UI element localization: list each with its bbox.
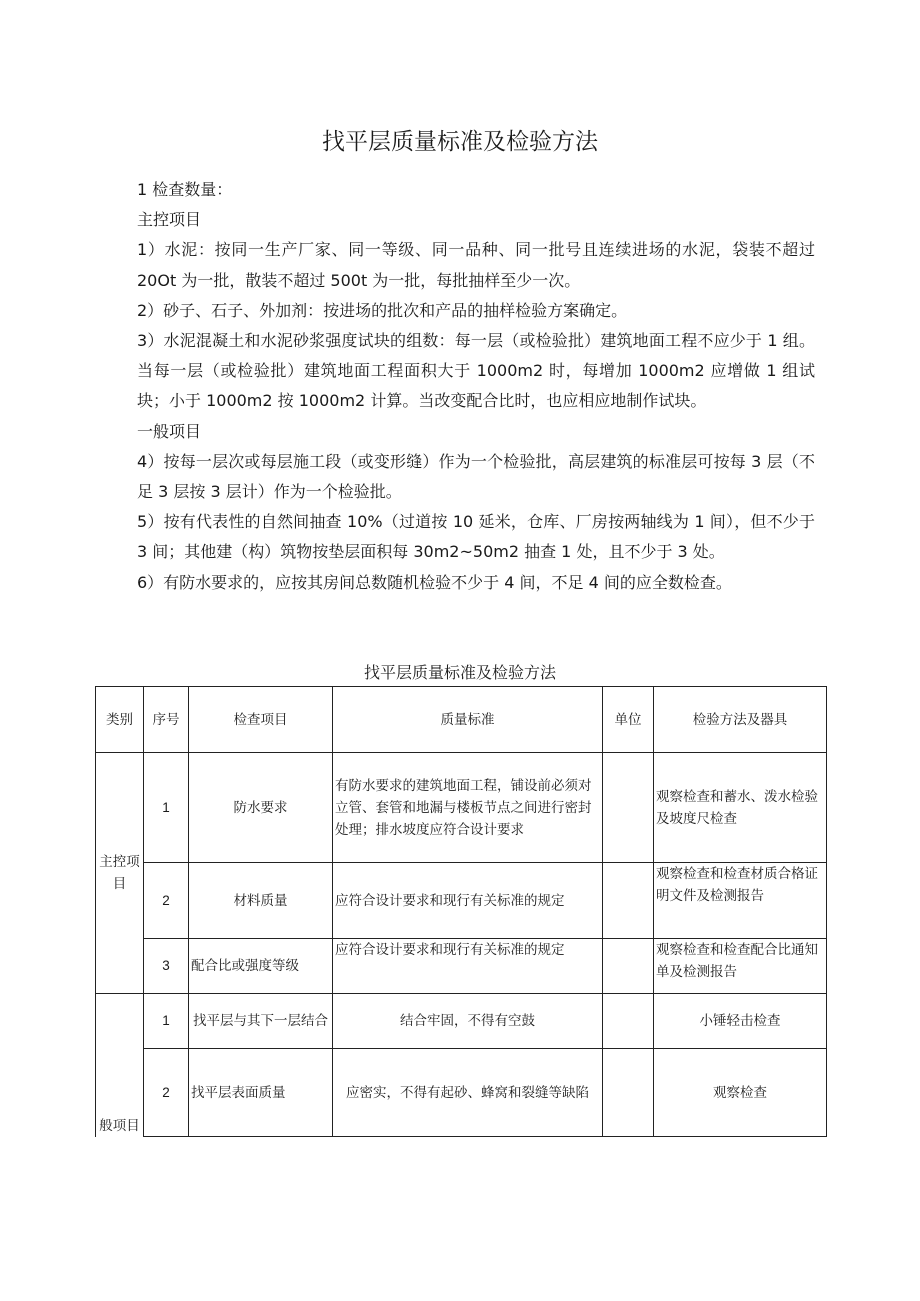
header-standard: 质量标准 — [333, 687, 603, 753]
row-standard: 应密实，不得有起砂、蜂窝和裂缝等缺陷 — [333, 1049, 603, 1137]
table-header-row — [96, 687, 827, 753]
row-no: 3 — [144, 939, 189, 994]
row-item: 找平层表面质量 — [189, 1049, 333, 1137]
row-standard: 应符合设计要求和现行有关标准的规定 — [333, 939, 603, 994]
row-item: 材料质量 — [189, 863, 333, 939]
row-item: 防水要求 — [189, 753, 333, 863]
table-row — [96, 753, 827, 863]
paragraph: 2）砂子、石子、外加剂：按进场的批次和产品的抽样检验方案确定。 — [137, 300, 628, 320]
paragraph: 1 检查数量： — [137, 180, 233, 199]
category-general: 般项目 — [96, 994, 144, 1137]
row-unit — [603, 863, 654, 939]
table-row — [96, 1049, 827, 1137]
row-unit — [603, 994, 654, 1049]
quality-table — [95, 686, 827, 1137]
row-method: 小锤轻击检查 — [654, 994, 827, 1049]
body-text — [137, 175, 815, 598]
table-row — [96, 863, 827, 939]
row-no: 1 — [144, 994, 189, 1049]
row-no: 2 — [144, 1049, 189, 1137]
row-standard: 应符合设计要求和现行有关标准的规定 — [333, 863, 603, 939]
header-category: 类别 — [96, 687, 144, 753]
header-no: 序号 — [144, 687, 189, 753]
row-unit — [603, 1049, 654, 1137]
paragraph: 1）水泥：按同一生产厂家、同一等级、同一品种、同一批号且连续进场的水泥，袋装不超过 20Ot 为一批，散装不超过 500t 为一批，每批抽样至少一次。 — [137, 240, 815, 290]
row-standard: 有防水要求的建筑地面工程，铺设前必须对立管、套管和地漏与楼板节点之间进行密封处理；排水坡度应符合设计要求 — [333, 753, 603, 863]
row-unit — [603, 753, 654, 863]
paragraph: 4）按每一层次或每层施工段（或变形缝）作为一个检验批，高层建筑的标准层可按每 3 层（不足 3 层按 3 层计）作为一个检验批。 — [137, 451, 815, 502]
row-method: 观察检查和蓄水、泼水检验及坡度尺检查 — [654, 753, 827, 863]
table-row — [96, 994, 827, 1049]
row-no: 1 — [144, 753, 189, 863]
row-method: 观察检查 — [654, 1049, 827, 1137]
row-unit — [603, 939, 654, 994]
header-unit: 单位 — [603, 687, 654, 753]
row-item: 找平层与其下一层结合 — [189, 994, 333, 1049]
header-item: 检查项目 — [189, 687, 333, 753]
table-row — [96, 939, 827, 994]
header-method: 检验方法及器具 — [654, 687, 827, 753]
page-title: 找平层质量标准及检验方法 — [322, 129, 598, 155]
row-item: 配合比或强度等级 — [189, 939, 333, 994]
row-method: 观察检查和检查材质合格证明文件及检测报告 — [654, 863, 827, 939]
paragraph: 3）水泥混凝土和水泥砂浆强度试块的组数：每一层（或检验批）建筑地面工程不应少于 1 组。当每一层（或检验批）建筑地面工程面积大于 1000m2 时，每增加 1000m2 应增做 1 组试块；小于 1000m2 按 1000m2 计算。当改变配合比时，也应相应地制作试块。 — [137, 331, 815, 411]
paragraph: 主控项目 — [137, 210, 202, 230]
row-standard: 结合牢固，不得有空鼓 — [333, 994, 603, 1049]
paragraph: 5）按有代表性的自然间抽查 10%（过道按 10 延米，仓库、厂房按两轴线为 1 间），但不少于 3 间；其他建（构）筑物按垫层面积每 30m2~50m2 抽查 1 处，且不少于 3 处。 — [137, 512, 815, 562]
category-main: 主控项目 — [96, 753, 144, 994]
table-caption: 找平层质量标准及检验方法 — [363, 663, 556, 682]
paragraph: 6）有防水要求的，应按其房间总数随机检验不少于 4 间，不足 4 间的应全数检查。 — [137, 572, 732, 592]
row-method: 观察检查和检查配合比通知单及检测报告 — [654, 939, 827, 994]
paragraph: 一般项目 — [137, 421, 202, 441]
row-no: 2 — [144, 863, 189, 939]
